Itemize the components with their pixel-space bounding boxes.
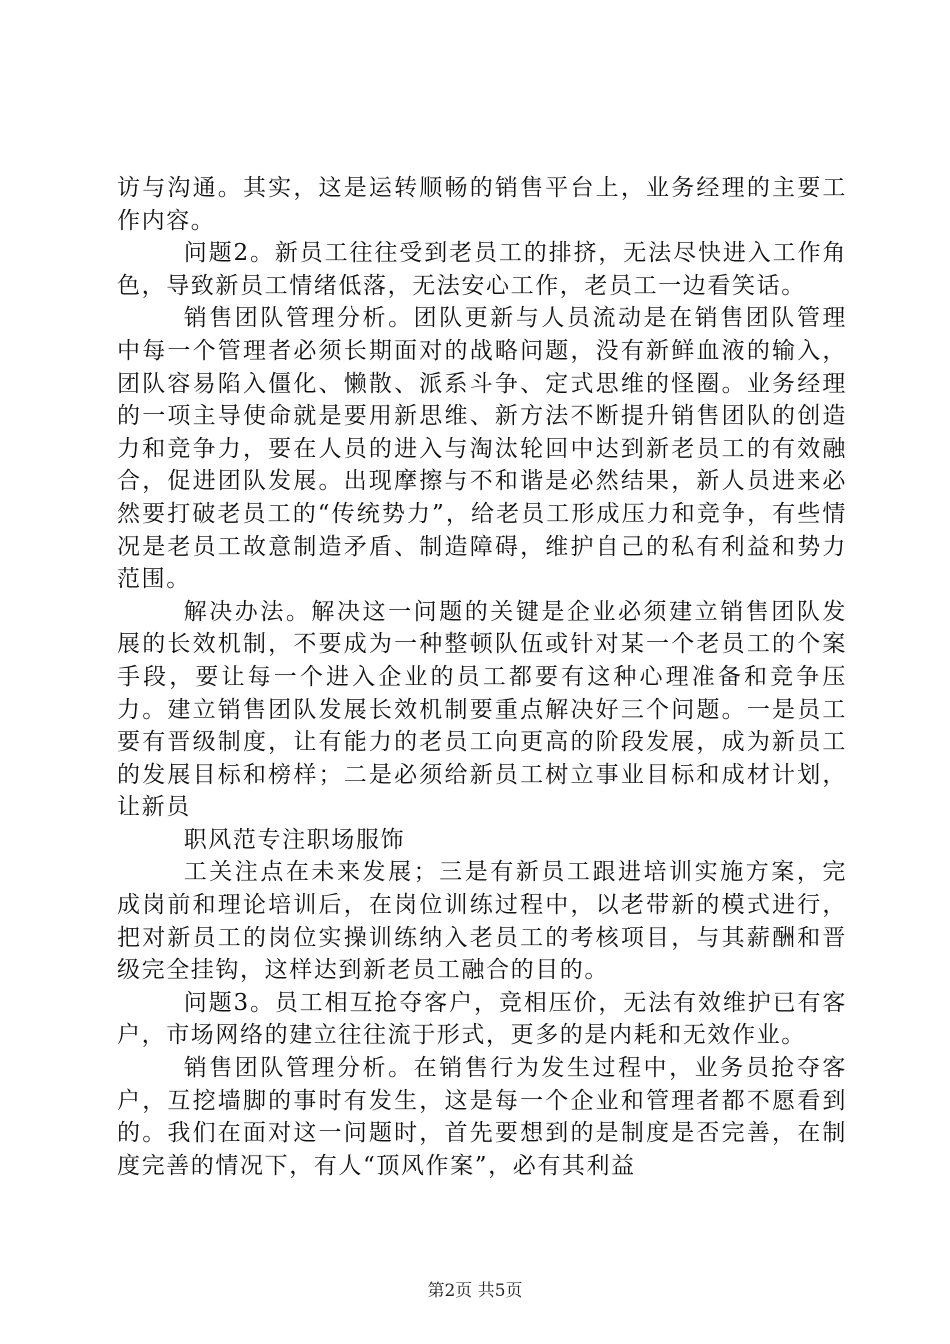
document-body (117, 172, 847, 1182)
paragraph-6: 工关注点在未来发展；三是有新员工跟进培训实施方案，完成岗前和理论培训后，在岗位训练过程中，以老带新的模式进行，把对新员工的岗位实操训练纳入老员工的考核项目，与其薪酬和晋级完全挂钩，这样达到新老员工融合的目的。 (117, 859, 847, 984)
paragraph-5: 职风范专注职场服饰 (183, 826, 406, 853)
paragraph-4: 解决办法。解决这一问题的关键是企业必须建立销售团队发展的长效机制，不要成为一种整顿队伍或针对某一个老员工的个案手段，要让每一个进入企业的员工都要有这种心理准备和竞争压力。建立销售团队发展长效机制要重点解决好三个问题。一是员工要有晋级制度，让有能力的老员工向更高的阶段发展，成为新员工的发展目标和榜样；二是必须给新员工树立事业目标和成材计划，让新员 (117, 598, 847, 821)
paragraph-2: 问题2。新员工往往受到老员工的排挤，无法尽快进入工作角色，导致新员工情绪低落，无法安心工作，老员工一边看笑话。 (117, 240, 847, 299)
paragraph-7: 问题3。员工相互抢夺客户，竞相压价，无法有效维护已有客户，市场网络的建立往往流于形式，更多的是内耗和无效作业。 (117, 989, 847, 1049)
paragraph-1: 访与沟通。其实，这是运转顺畅的销售平台上，业务经理的主要工作内容。 (117, 175, 847, 234)
paragraph-8: 销售团队管理分析。在销售行为发生过程中，业务员抢夺客户，互挖墙脚的事时有发生，这是每一个企业和管理者都不愿看到的。我们在面对这一问题时，首先要想到的是制度是否完善，在制度完善的情况下，有人“顶风作案”，必有其利益 (117, 1055, 847, 1179)
paragraph-3: 销售团队管理分析。团队更新与人员流动是在销售团队管理中每一个管理者必须长期面对的战略问题，没有新鲜血液的输入，团队容易陷入僵化、懒散、派系斗争、定式思维的怪圈。业务经理的一项主导使命就是要用新思维、新方法不断提升销售团队的创造力和竞争力，要在人员的进入与淘汰轮回中达到新老员工的有效融合，促进团队发展。出现摩擦与不和谐是必然结果，新人员进来必然要打破老员工的“传统势力”，给老员工形成压力和竞争，有些情况是老员工故意制造矛盾、制造障碍，维护自己的私有利益和势力范围。 (117, 305, 847, 593)
page-footer: 第2页 共5页 (427, 1281, 523, 1301)
